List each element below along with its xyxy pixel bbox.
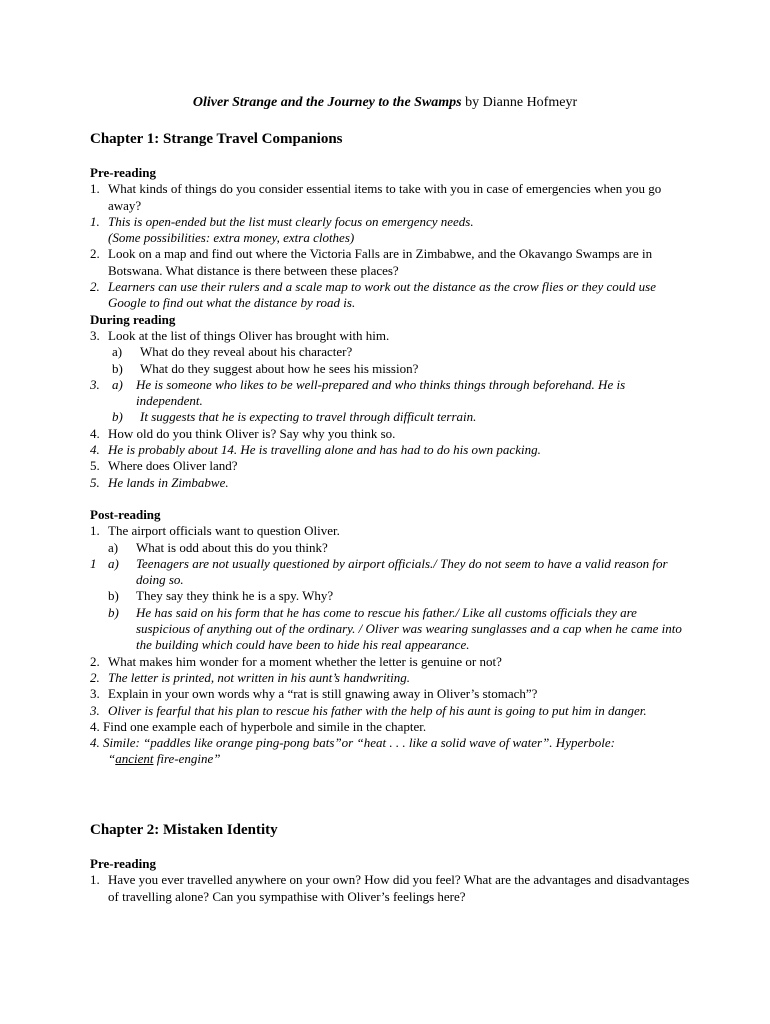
answer: 2. Learners can use their rulers and a scale map to work out the distance as the crow flies or they could use Google to find out what the distance by road is. <box>90 279 656 311</box>
chapter-1-body <box>90 165 690 768</box>
answer: 1 a) Teenagers are not usually questioned by airport officials./ They do not seem to have a valid reason for doing so. <box>90 555 668 588</box>
pre-reading-heading: Pre-reading <box>90 165 156 180</box>
chapter-2-heading: Chapter 2: Mistaken Identity <box>90 822 278 838</box>
document-title <box>0 94 770 112</box>
question: 1. The airport officials want to question Oliver. <box>90 523 340 539</box>
answer: 4. He is probably about 14. He is travelling alone and has had to do his own packing. <box>90 442 541 458</box>
answer: 5. He lands in Zimbabwe. <box>90 474 229 490</box>
question: 1. What kinds of things do you consider essential items to take with you in case of emergencies when you go away? <box>90 181 662 213</box>
question: 1. Have you ever travelled anywhere on your own? How did you feel? What are the advantages and disadvantages of travelling alone? Can you sympathise with Oliver’s feelings here? <box>90 872 690 904</box>
answer: 4. Simile: “paddles like orange ping-pong bats”or “heat . . . like a solid wave of water”. Hyperbole: <box>90 735 616 751</box>
question: 4. How old do you think Oliver is? Say why you think so. <box>90 425 396 441</box>
answer: 1. This is open-ended but the list must clearly focus on emergency needs. <box>90 213 474 229</box>
sub-question: b) What do they suggest about how he sees his mission? <box>112 360 419 376</box>
question: 5. Where does Oliver land? <box>90 458 238 474</box>
answer: b) It suggests that he is expecting to travel through difficult terrain. <box>112 409 477 425</box>
answer: 3. Oliver is fearful that his plan to rescue his father with the help of his aunt is going to put him in danger. <box>90 702 647 718</box>
answer: 3. a) He is someone who likes to be well-prepared and who thinks things through beforehand. He is independent. <box>90 376 626 409</box>
answer: “ancient fire-engine” <box>108 751 221 767</box>
question: 2. What makes him wonder for a moment whether the letter is genuine or not? <box>90 653 502 669</box>
sub-question: a) What do they reveal about his character? <box>112 344 353 360</box>
question: 3. Look at the list of things Oliver has brought with him. <box>90 327 390 343</box>
question: 3. Explain in your own words why a “rat is still gnawing away in Oliver’s stomach”? <box>90 686 538 702</box>
answer: (Some possibilities: extra money, extra clothes) <box>108 230 355 246</box>
pre-reading-heading: Pre-reading <box>90 856 156 871</box>
book-title: Oliver Strange and the Journey to the Swamps <box>192 95 462 110</box>
question: 4. Find one example each of hyperbole and simile in the chapter. <box>90 718 427 734</box>
chapter-1-heading: Chapter 1: Strange Travel Companions <box>90 131 343 147</box>
post-reading-heading: Post-reading <box>90 506 161 522</box>
sub-question: a) What is odd about this do you think? <box>108 539 328 555</box>
during-reading-heading: During reading <box>90 311 176 327</box>
question: 2. Look on a map and find out where the Victoria Falls are in Zimbabwe, and the Okavango Swamps are in Botswana. What distance is there between these places? <box>90 246 653 278</box>
answer: b) He has said on his form that he has come to rescue his father./ Like all customs officials they are suspicious of anything out of the ordinary. / Oliver was wearing sunglasses and a cap when he came into the building which could have been to hide his real appearance. <box>108 604 682 653</box>
author: by Dianne Hofmeyr <box>465 95 578 110</box>
chapter-2-body <box>90 856 690 905</box>
answer: 2. The letter is printed, not written in his aunt’s handwriting. <box>90 669 411 685</box>
sub-question: b) They say they think he is a spy. Why? <box>108 588 334 604</box>
